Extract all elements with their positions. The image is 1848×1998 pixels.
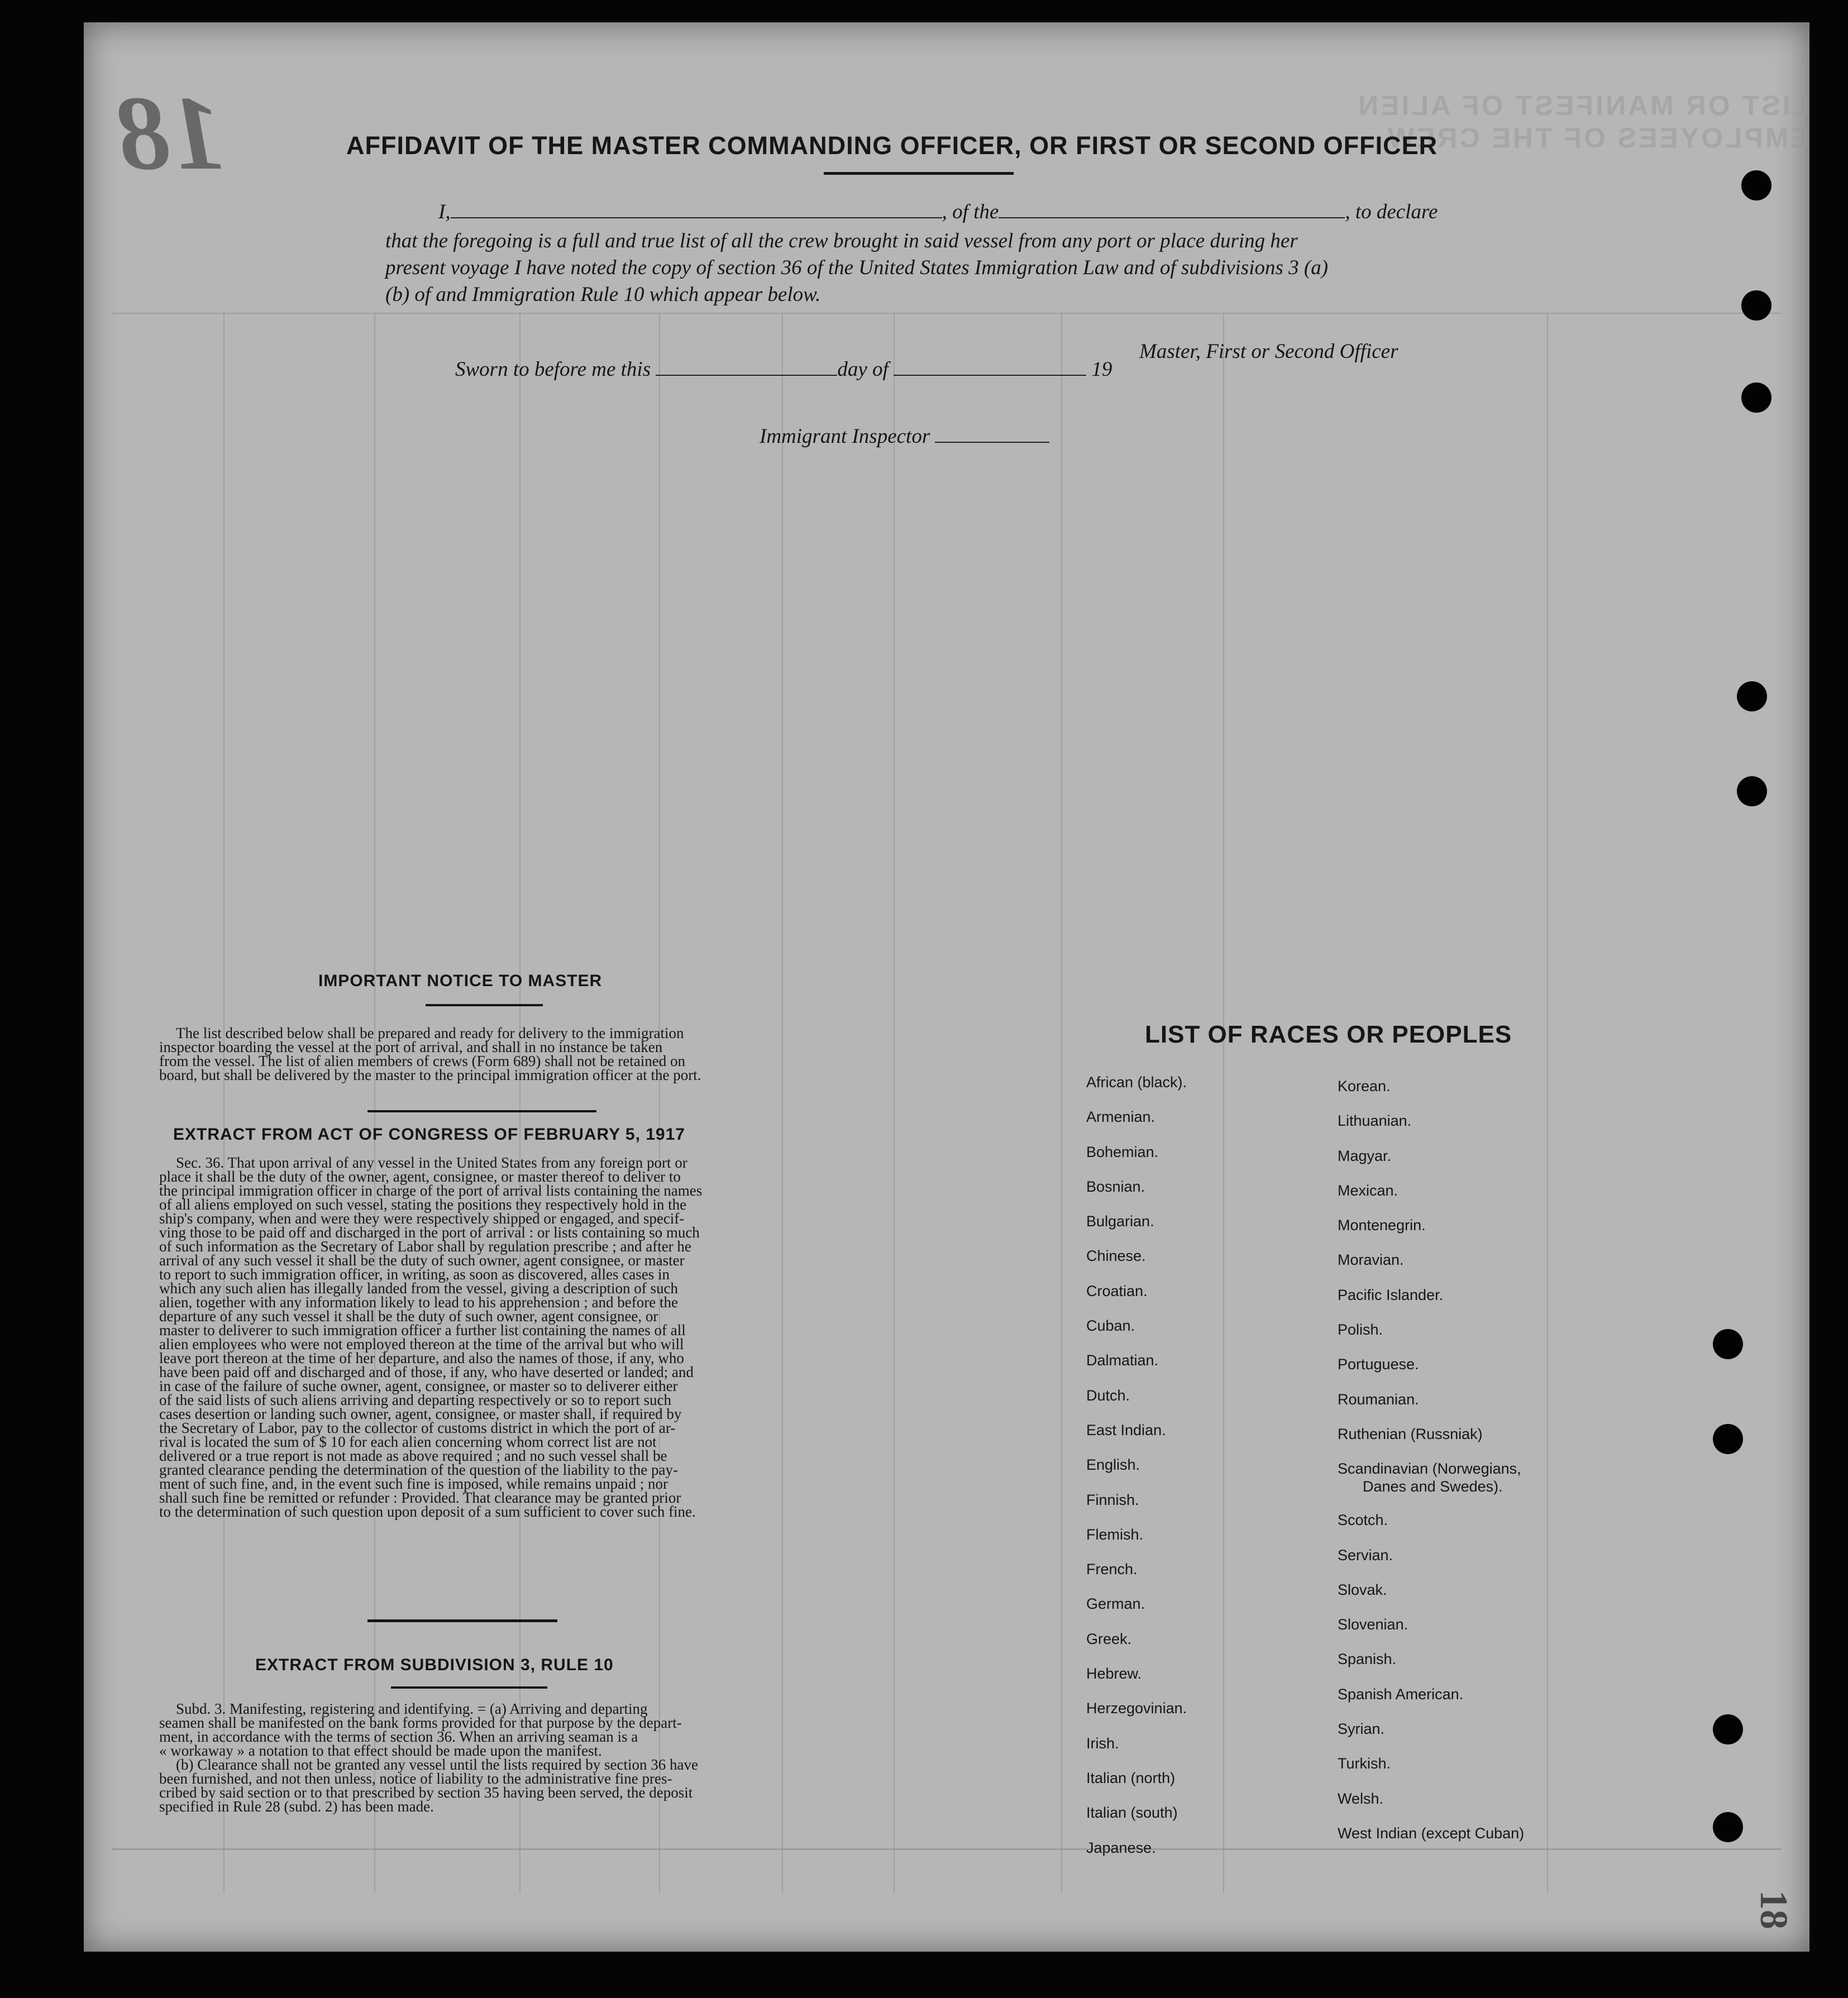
act-extract-body [159, 1156, 885, 1519]
inspector-line [760, 424, 1049, 448]
race-item: Chinese. [1086, 1247, 1146, 1265]
rule-line: (b) Clearance shall not be granted any vessel until the lists required by section 36 have [176, 1756, 698, 1773]
races-column-1 [1086, 1074, 1187, 1874]
sworn-blank [656, 358, 837, 376]
rule-line: cribed by said section or to that prescribed by section 35 having been served, the deposit [159, 1784, 693, 1801]
race-item: Magyar. [1338, 1147, 1392, 1164]
punch-hole [1713, 1424, 1743, 1454]
act-line: leave port thereon at the time of her departure, and also the names of those, if any, who [159, 1350, 684, 1366]
notice-line: board, but shall be delivered by the master to the principal immigration officer at the port. [159, 1067, 701, 1083]
race-item: Japanese. [1086, 1839, 1156, 1856]
name-blank [451, 200, 942, 218]
race-item: African (black). [1086, 1074, 1187, 1091]
notice-line: from the vessel. The list of alien members of crews (Form 689) shall not be retained on [159, 1053, 686, 1069]
affidavit-line-1 [438, 200, 1438, 224]
rule-title-rule [391, 1686, 547, 1689]
affidavit-title: AFFIDAVIT OF THE MASTER COMMANDING OFFICER, OR FIRST OR SECOND OFFICER [346, 131, 1438, 160]
act-end-rule [367, 1619, 557, 1622]
affidavit-title-rule [824, 172, 1014, 175]
act-line: granted clearance pending the determination of the question of the liability to the pay- [159, 1461, 678, 1478]
act-line: of all aliens employed on such vessel, stating the positions they respectively hold in the [159, 1196, 687, 1213]
notice-line: inspector boarding the vessel at the port of arrival, and shall in no instance be taken [159, 1039, 663, 1055]
race-item: Irish. [1086, 1734, 1119, 1752]
race-item: Moravian. [1338, 1251, 1404, 1269]
race-item: West Indian (except Cuban) [1338, 1824, 1525, 1842]
act-line: place it shall be the duty of the owner, agent, consignee, or master thereof to deliver to [159, 1168, 681, 1185]
rule-line: « workaway » a notation to that effect should be made upon the manifest. [159, 1742, 602, 1759]
handwritten-number: 18 [1752, 1890, 1795, 1929]
handwritten-number: 18 [117, 75, 223, 192]
race-item: Montenegrin. [1338, 1217, 1426, 1234]
bleed-line [1547, 313, 1548, 1893]
race-item: Roumanian. [1338, 1390, 1419, 1408]
race-item: Dutch. [1086, 1387, 1130, 1404]
act-line: rival is located the sum of $ 10 for each alien concerning whom correct list are not [159, 1433, 657, 1450]
rule-line: Subd. 3. Manifesting, registering and identifying. = (a) Arriving and departing [176, 1700, 648, 1717]
race-item: Bohemian. [1086, 1143, 1159, 1160]
races-title: LIST OF RACES OR PEOPLES [1145, 1021, 1512, 1048]
affidavit-line-2: that the foregoing is a full and true list of all the crew brought in said vessel from any port or place during her [385, 230, 1298, 252]
race-item: Finnish. [1086, 1491, 1139, 1508]
affidavit-of-the: , of the [942, 200, 999, 223]
act-line: of such information as the Secretary of Labor shall by regulation prescribe ; and after he [159, 1238, 691, 1255]
act-line: have been paid off and discharged and of those, if any, who have deserted or landed; and [159, 1364, 694, 1380]
race-item: Croatian. [1086, 1282, 1148, 1299]
race-item: Pacific Islander. [1338, 1286, 1444, 1303]
race-item: Scandinavian (Norwegians, [1338, 1460, 1521, 1478]
race-item: Slovenian. [1338, 1616, 1408, 1633]
race-item: Scotch. [1338, 1512, 1388, 1529]
affidavit-to-declare: , to declare [1345, 200, 1438, 223]
inspector-label: Immigrant Inspector [760, 425, 930, 448]
act-line: arrival of any such vessel it shall be the duty of such owner, agent consignee, or master [159, 1252, 685, 1269]
punch-hole [1741, 383, 1771, 413]
punch-hole [1737, 776, 1767, 806]
race-item: Lithuanian. [1338, 1112, 1412, 1130]
race-item: Korean. [1338, 1078, 1391, 1094]
race-item: Welsh. [1338, 1790, 1384, 1807]
bleed-line [782, 313, 783, 1893]
punch-hole [1713, 1714, 1743, 1744]
race-item: Bosnian. [1086, 1178, 1145, 1195]
race-item: Syrian. [1338, 1720, 1385, 1738]
act-line: the Secretary of Labor, pay to the collector of customs district in which the port of ar- [159, 1419, 676, 1436]
rule-line: seamen shall be manifested on the bank forms provided for that purpose by the depart- [159, 1714, 682, 1731]
race-item: German. [1086, 1595, 1145, 1613]
race-item: Greek. [1086, 1630, 1132, 1647]
act-line: to the determination of such question upon deposit of a sum sufficient to cover such fine. [159, 1503, 696, 1520]
race-item: Slovak. [1338, 1581, 1387, 1598]
punch-hole [1737, 681, 1767, 711]
year-label: 19 [1091, 358, 1112, 381]
notice-title: IMPORTANT NOTICE TO MASTER [318, 972, 603, 990]
act-line: delivered or a true report is not made as above required ; and no such vessel shall be [159, 1447, 667, 1464]
race-item: Dalmatian. [1086, 1352, 1159, 1369]
act-line: master to deliverer to such immigration officer a further list containing the names of all [159, 1322, 686, 1339]
punch-hole [1741, 290, 1771, 321]
vessel-blank [999, 200, 1345, 218]
sworn-line [455, 357, 1112, 381]
affidavit-i: I, [438, 200, 451, 223]
act-extract-title: EXTRACT FROM ACT OF CONGRESS OF FEBRUARY 5, 1917 [173, 1125, 685, 1144]
affidavit-line-4: (b) of and Immigration Rule 10 which appear below. [385, 283, 821, 306]
bleed-rule [112, 1848, 1782, 1850]
act-line: Sec. 36. That upon arrival of any vessel in the United States from any foreign port or [176, 1154, 687, 1171]
act-line: shall such fine be remitted or refunder : Provided. That clearance may be granted prior [159, 1489, 681, 1506]
punch-hole [1713, 1812, 1743, 1842]
act-line: ship's company, when and were they were respectively shipped or engaged, and specif- [159, 1210, 685, 1227]
act-line: departure of any such vessel it shall be the duty of such owner, agent consignee, or [159, 1308, 658, 1325]
rule-extract-title: EXTRACT FROM SUBDIVISION 3, RULE 10 [255, 1656, 614, 1674]
race-item: Armenian. [1086, 1108, 1155, 1126]
act-line: of the said lists of such aliens arriving and departing respectively or so to report such [159, 1392, 672, 1408]
punch-hole [1713, 1329, 1743, 1359]
bleed-line [223, 313, 225, 1893]
notice-line: The list described below shall be prepared and ready for delivery to the immigration [176, 1025, 684, 1041]
race-item: Danes and Swedes). [1363, 1478, 1503, 1495]
bleed-line [1223, 313, 1224, 1893]
bleed-line [1061, 313, 1062, 1893]
rule-line: specified in Rule 28 (subd. 2) has been made. [159, 1798, 434, 1815]
race-item: East Indian. [1086, 1421, 1166, 1438]
rule-line: ment, in accordance with the terms of section 36. When an arriving seaman is a [159, 1728, 638, 1745]
notice-end-rule [367, 1110, 596, 1112]
bleed-line [894, 313, 895, 1893]
affidavit-line-3: present voyage I have noted the copy of section 36 of the United States Immigration Law and of subdivisions 3 (a) [385, 256, 1329, 279]
day-of-label: day of [837, 358, 889, 381]
race-item: Herzegovinian. [1086, 1700, 1187, 1717]
master-signature-label: Master, First or Second Officer [1139, 340, 1398, 363]
sworn-label: Sworn to before me this [455, 358, 651, 381]
bleed-rule [112, 313, 1782, 314]
manifest-page-back [84, 22, 1809, 1952]
rule-extract-body [159, 1702, 866, 1814]
act-line: ving those to be paid off and discharged in the port of arrival : or lists containing so much [159, 1224, 700, 1241]
act-line: cases desertion or landing such owner, agent, consignee, or master shall, if required by [159, 1406, 682, 1422]
race-item: Italian (north) [1086, 1769, 1176, 1786]
rule-line: been furnished, and not then unless, notice of liability to the administrative fine pres- [159, 1770, 672, 1787]
notice-title-rule [426, 1004, 543, 1006]
race-item: Cuban. [1086, 1317, 1135, 1335]
month-blank [894, 358, 1086, 376]
act-line: which any such alien has illegally landed from the vessel, giving a description of such [159, 1280, 679, 1297]
act-line: alien employees who were not employed thereon at the time of the arrival but who will [159, 1336, 684, 1352]
race-item: Flemish. [1086, 1526, 1144, 1543]
act-line: in case of the failure of suche owner, agent, consignee, or master so to deliverer either [159, 1378, 678, 1394]
act-line: ment of such fine, and, in the event such fine is imposed, while remains unpaid ; nor [159, 1475, 668, 1492]
race-item: Bulgarian. [1086, 1213, 1154, 1230]
race-item: Italian (south) [1086, 1804, 1178, 1822]
race-item: Servian. [1338, 1546, 1393, 1564]
race-item: French. [1086, 1561, 1138, 1578]
bleed-through-header: LIST OR MANIFEST OF ALIEN EMPLOYEES OF THE CREW [1355, 90, 1809, 154]
race-item: Polish. [1338, 1321, 1383, 1339]
race-item: Spanish. [1338, 1651, 1397, 1668]
races-column-2 [1338, 1078, 1524, 1860]
punch-hole [1741, 170, 1771, 200]
race-item: Portuguese. [1338, 1356, 1419, 1373]
race-item: Hebrew. [1086, 1665, 1142, 1682]
race-item: Mexican. [1338, 1182, 1398, 1199]
race-item: English. [1086, 1456, 1140, 1474]
bleed-line [659, 313, 660, 1893]
act-line: the principal immigration officer in charge of the port of arrival lists containing the names [159, 1182, 703, 1199]
inspector-blank [935, 425, 1049, 443]
act-line: alien, together with any information likely to lead to his apprehension ; and before the [159, 1294, 678, 1311]
race-item: Turkish. [1338, 1755, 1391, 1772]
race-item: Ruthenian (Russniak) [1338, 1425, 1483, 1442]
notice-body [159, 1026, 885, 1082]
race-item: Spanish American. [1338, 1685, 1464, 1703]
act-line: to report to such immigration officer, in writing, as soon as discovered, alles cases in [159, 1266, 670, 1283]
